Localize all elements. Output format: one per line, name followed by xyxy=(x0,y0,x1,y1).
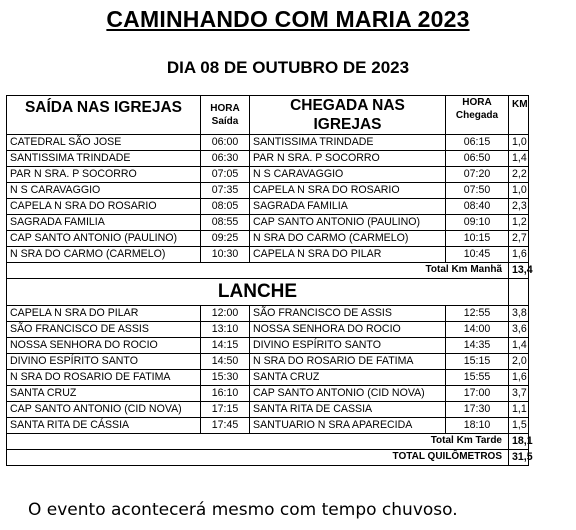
table-row xyxy=(7,183,529,199)
cell-chegada-igreja: PAR N SRA. P SOCORRO xyxy=(250,151,446,167)
cell-chegada-igreja: CAPELA N SRA DO ROSARIO xyxy=(250,183,446,199)
lanche-row xyxy=(7,279,529,306)
cell-km: 1,0 xyxy=(509,135,529,151)
cell-hora-saida: 07:35 xyxy=(201,183,250,199)
cell-hora-chegada: 12:55 xyxy=(446,306,509,322)
lanche-heading: LANCHE xyxy=(7,279,509,306)
header-hora-saida-line1: HORA xyxy=(210,103,240,114)
cell-hora-chegada: 15:55 xyxy=(446,370,509,386)
header-chegada xyxy=(250,96,446,135)
header-hora-chegada-line2: Chegada xyxy=(455,110,499,121)
cell-hora-saida: 14:15 xyxy=(201,338,250,354)
header-row xyxy=(7,96,529,135)
cell-hora-saida: 07:05 xyxy=(201,167,250,183)
table-row xyxy=(7,247,529,263)
total-manha-label: Total Km Manhã xyxy=(7,263,509,279)
cell-hora-chegada: 17:00 xyxy=(446,386,509,402)
cell-saida-igreja: N S CARAVAGGIO xyxy=(7,183,201,199)
cell-hora-chegada: 10:45 xyxy=(446,247,509,263)
header-hora-chegada-line1: HORA xyxy=(462,97,492,108)
cell-hora-saida: 13:10 xyxy=(201,322,250,338)
cell-chegada-igreja: CAPELA N SRA DO PILAR xyxy=(250,247,446,263)
cell-saida-igreja: CAP SANTO ANTONIO (CID NOVA) xyxy=(7,402,201,418)
cell-km: 2,3 xyxy=(509,199,529,215)
cell-hora-saida: 08:55 xyxy=(201,215,250,231)
document-title: CAMINHANDO COM MARIA 2023 xyxy=(106,6,470,32)
header-km: KM xyxy=(509,96,529,135)
afternoon-rows xyxy=(7,306,529,434)
cell-km: 2,2 xyxy=(509,167,529,183)
header-saida: SAÍDA NAS IGREJAS xyxy=(7,96,201,135)
total-geral-row xyxy=(7,450,529,466)
cell-hora-saida: 16:10 xyxy=(201,386,250,402)
cell-hora-chegada: 15:15 xyxy=(446,354,509,370)
cell-saida-igreja: DIVINO ESPÍRITO SANTO xyxy=(7,354,201,370)
cell-hora-saida: 14:50 xyxy=(201,354,250,370)
cell-saida-igreja: SAGRADA FAMILIA xyxy=(7,215,201,231)
cell-hora-chegada: 06:50 xyxy=(446,151,509,167)
cell-saida-igreja: N SRA DO ROSARIO DE FATIMA xyxy=(7,370,201,386)
cell-saida-igreja: CAPELA N SRA DO ROSARIO xyxy=(7,199,201,215)
cell-hora-chegada: 06:15 xyxy=(446,135,509,151)
cell-chegada-igreja: NOSSA SENHORA DO ROCIO xyxy=(250,322,446,338)
total-geral-label: TOTAL QUILÔMETROS xyxy=(7,450,509,466)
table-row xyxy=(7,135,529,151)
cell-km: 1,5 xyxy=(509,418,529,434)
header-chegada-line1: CHEGADA NAS xyxy=(290,97,405,114)
total-tarde-label: Total Km Tarde xyxy=(7,434,509,450)
cell-chegada-igreja: N S CARAVAGGIO xyxy=(250,167,446,183)
cell-chegada-igreja: SANTUARIO N SRA APARECIDA xyxy=(250,418,446,434)
cell-saida-igreja: PAR N SRA. P SOCORRO xyxy=(7,167,201,183)
cell-hora-chegada: 09:10 xyxy=(446,215,509,231)
cell-chegada-igreja: N SRA DO ROSARIO DE FATIMA xyxy=(250,354,446,370)
footer-note: O evento acontecerá mesmo com tempo chuvoso. xyxy=(28,500,458,520)
cell-km: 3,6 xyxy=(509,322,529,338)
cell-saida-igreja: CATEDRAL SÃO JOSE xyxy=(7,135,201,151)
cell-hora-saida: 17:15 xyxy=(201,402,250,418)
table-row xyxy=(7,215,529,231)
cell-km: 3,7 xyxy=(509,386,529,402)
schedule-table xyxy=(6,95,533,466)
total-tarde-row xyxy=(7,434,529,450)
cell-chegada-igreja: SANTA RITA DE CASSIA xyxy=(250,402,446,418)
cell-hora-chegada: 08:40 xyxy=(446,199,509,215)
cell-saida-igreja: SANTISSIMA TRINDADE xyxy=(7,151,201,167)
header-chegada-line2: IGREJAS xyxy=(313,116,382,133)
cell-hora-chegada: 07:20 xyxy=(446,167,509,183)
lanche-empty-cell xyxy=(509,279,529,306)
cell-chegada-igreja: SÃO FRANCISCO DE ASSIS xyxy=(250,306,446,322)
cell-saida-igreja: NOSSA SENHORA DO ROCIO xyxy=(7,338,201,354)
cell-hora-saida: 15:30 xyxy=(201,370,250,386)
cell-km: 2,7 xyxy=(509,231,529,247)
table-row xyxy=(7,386,529,402)
cell-hora-saida: 09:25 xyxy=(201,231,250,247)
header-hora-saida-line2: Saída xyxy=(211,116,239,127)
cell-chegada-igreja: SANTISSIMA TRINDADE xyxy=(250,135,446,151)
cell-km: 1,0 xyxy=(509,183,529,199)
cell-saida-igreja: SANTA RITA DE CÁSSIA xyxy=(7,418,201,434)
table-row xyxy=(7,370,529,386)
cell-hora-saida: 08:05 xyxy=(201,199,250,215)
cell-saida-igreja: SANTA CRUZ xyxy=(7,386,201,402)
cell-hora-saida: 12:00 xyxy=(201,306,250,322)
cell-saida-igreja: N SRA DO CARMO (CARMELO) xyxy=(7,247,201,263)
total-tarde-value: 18,1 xyxy=(509,434,529,450)
cell-km: 2,0 xyxy=(509,354,529,370)
cell-km: 1,4 xyxy=(509,151,529,167)
cell-chegada-igreja: N SRA DO CARMO (CARMELO) xyxy=(250,231,446,247)
table-row xyxy=(7,418,529,434)
table-row xyxy=(7,402,529,418)
cell-km: 1,6 xyxy=(509,247,529,263)
table-row xyxy=(7,167,529,183)
document-date: DIA 08 DE OUTUBRO DE 2023 xyxy=(166,58,410,77)
cell-saida-igreja: SÃO FRANCISCO DE ASSIS xyxy=(7,322,201,338)
table-row xyxy=(7,338,529,354)
total-manha-value: 13,4 xyxy=(509,263,529,279)
cell-km: 1,1 xyxy=(509,402,529,418)
total-geral-value: 31,5 xyxy=(509,450,529,466)
table-row xyxy=(7,306,529,322)
cell-hora-chegada: 17:30 xyxy=(446,402,509,418)
table-row xyxy=(7,354,529,370)
cell-hora-saida: 10:30 xyxy=(201,247,250,263)
cell-hora-saida: 06:30 xyxy=(201,151,250,167)
table-row xyxy=(7,199,529,215)
table-row xyxy=(7,322,529,338)
cell-saida-igreja: CAP SANTO ANTONIO (PAULINO) xyxy=(7,231,201,247)
morning-rows xyxy=(7,135,529,263)
cell-chegada-igreja: SAGRADA FAMILIA xyxy=(250,199,446,215)
cell-chegada-igreja: SANTA CRUZ xyxy=(250,370,446,386)
cell-saida-igreja: CAPELA N SRA DO PILAR xyxy=(7,306,201,322)
cell-hora-chegada: 07:50 xyxy=(446,183,509,199)
cell-km: 3,8 xyxy=(509,306,529,322)
cell-hora-chegada: 18:10 xyxy=(446,418,509,434)
cell-chegada-igreja: CAP SANTO ANTONIO (PAULINO) xyxy=(250,215,446,231)
cell-hora-saida: 06:00 xyxy=(201,135,250,151)
cell-chegada-igreja: DIVINO ESPÍRITO SANTO xyxy=(250,338,446,354)
table-row xyxy=(7,151,529,167)
cell-hora-chegada: 14:35 xyxy=(446,338,509,354)
header-hora-saida xyxy=(201,96,250,135)
cell-km: 1,6 xyxy=(509,370,529,386)
table-row xyxy=(7,231,529,247)
cell-hora-saida: 17:45 xyxy=(201,418,250,434)
cell-km: 1,4 xyxy=(509,338,529,354)
cell-chegada-igreja: CAP SANTO ANTONIO (CID NOVA) xyxy=(250,386,446,402)
cell-km: 1,2 xyxy=(509,215,529,231)
total-manha-row xyxy=(7,263,529,279)
cell-hora-chegada: 14:00 xyxy=(446,322,509,338)
cell-hora-chegada: 10:15 xyxy=(446,231,509,247)
header-hora-chegada xyxy=(446,96,509,135)
